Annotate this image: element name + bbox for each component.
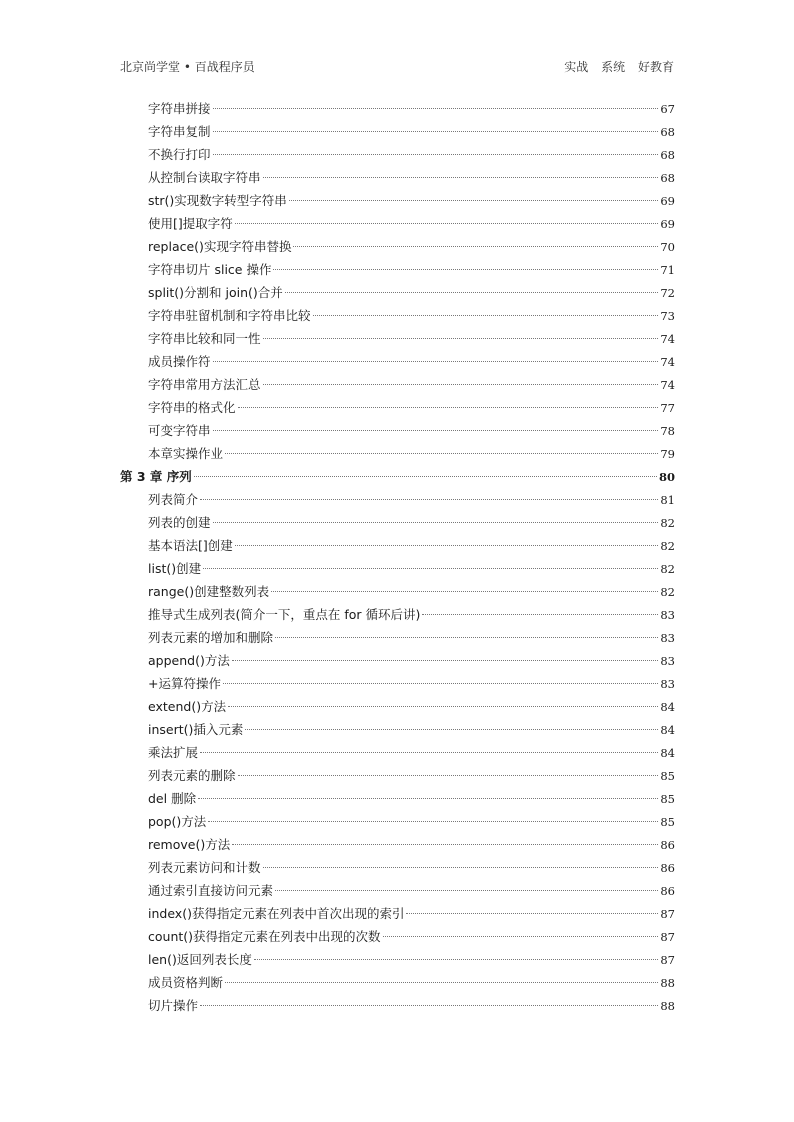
dot-leader <box>245 729 658 730</box>
toc-entry-page-number: 68 <box>660 171 675 185</box>
toc-entry-title: 通过索引直接访问元素 <box>148 883 274 898</box>
dot-leader <box>235 223 659 224</box>
dot-leader <box>203 568 658 569</box>
toc-section-entry[interactable] <box>120 120 675 143</box>
toc-entry-page-number: 83 <box>660 631 675 645</box>
toc-entry-page-number: 82 <box>660 562 675 576</box>
toc-entry-title: 可变字符串 <box>148 423 211 438</box>
toc-entry-title: remove()方法 <box>148 837 231 852</box>
toc-section-entry[interactable] <box>120 511 675 534</box>
toc-entry-title: split()分割和 join()合并 <box>148 285 283 300</box>
toc-entry-page-number: 83 <box>660 654 675 668</box>
toc-section-entry[interactable] <box>120 718 675 741</box>
header-slogan-word: 实战 <box>564 60 589 74</box>
header-slogan <box>564 58 674 75</box>
toc-entry-title: insert()插入元素 <box>148 722 244 737</box>
dot-leader <box>285 292 659 293</box>
toc-entry-title: 不换行打印 <box>148 147 211 162</box>
toc-entry-page-number: 85 <box>660 769 675 783</box>
dot-leader <box>263 384 659 385</box>
toc-entry-page-number: 88 <box>660 999 675 1013</box>
toc-entry-page-number: 67 <box>660 102 675 116</box>
toc-entry-page-number: 73 <box>660 309 675 323</box>
toc-entry-page-number: 84 <box>660 746 675 760</box>
toc-entry-page-number: 85 <box>660 792 675 806</box>
toc-entry-title: str()实现数字转型字符串 <box>148 193 287 208</box>
toc-entry-title: 本章实操作业 <box>148 446 224 461</box>
table-of-contents <box>120 97 675 1017</box>
toc-entry-page-number: 77 <box>660 401 675 415</box>
toc-entry-title: 字符串复制 <box>148 124 211 139</box>
toc-section-entry[interactable] <box>120 603 675 626</box>
toc-entry-title: 字符串的格式化 <box>148 400 236 415</box>
toc-section-entry[interactable] <box>120 879 675 902</box>
toc-section-entry[interactable] <box>120 833 675 856</box>
toc-section-entry[interactable] <box>120 994 675 1017</box>
toc-entry-title: 列表的创建 <box>148 515 211 530</box>
toc-entry-page-number: 86 <box>660 861 675 875</box>
dot-leader <box>263 867 659 868</box>
toc-entry-title: 列表元素的增加和删除 <box>148 630 274 645</box>
toc-entry-page-number: 82 <box>660 516 675 530</box>
toc-entry-title: len()返回列表长度 <box>148 952 252 967</box>
toc-entry-page-number: 70 <box>660 240 675 254</box>
toc-entry-title: 字符串驻留机制和字符串比较 <box>148 308 311 323</box>
toc-section-entry[interactable] <box>120 971 675 994</box>
dot-leader <box>200 752 658 753</box>
toc-section-entry[interactable] <box>120 695 675 718</box>
toc-entry-page-number: 79 <box>660 447 675 461</box>
dot-leader <box>271 591 658 592</box>
toc-section-entry[interactable] <box>120 856 675 879</box>
toc-section-entry[interactable] <box>120 741 675 764</box>
toc-entry-title: 乘法扩展 <box>148 745 199 760</box>
toc-section-entry[interactable] <box>120 925 675 948</box>
toc-entry-page-number: 69 <box>660 194 675 208</box>
toc-entry-title: 字符串常用方法汇总 <box>148 377 261 392</box>
toc-entry-title: count()获得指定元素在列表中出现的次数 <box>148 929 381 944</box>
dot-leader <box>213 131 659 132</box>
toc-entry-title: index()获得指定元素在列表中首次出现的索引 <box>148 906 405 921</box>
toc-section-entry[interactable] <box>120 189 675 212</box>
dot-leader <box>238 407 659 408</box>
dot-leader <box>194 476 657 477</box>
toc-entry-title: 推导式生成列表(简介一下，重点在 for 循环后讲) <box>148 607 421 622</box>
toc-entry-title: list()创建 <box>148 561 202 576</box>
dot-leader <box>225 453 658 454</box>
toc-entry-page-number: 68 <box>660 125 675 139</box>
toc-entry-page-number: 81 <box>660 493 675 507</box>
dot-leader <box>238 775 659 776</box>
toc-entry-title: 列表元素访问和计数 <box>148 860 261 875</box>
toc-section-entry[interactable] <box>120 396 675 419</box>
dot-leader <box>213 108 659 109</box>
toc-section-entry[interactable] <box>120 672 675 695</box>
toc-entry-title: del 删除 <box>148 791 197 806</box>
toc-section-entry[interactable] <box>120 350 675 373</box>
toc-entry-page-number: 86 <box>660 838 675 852</box>
toc-section-entry[interactable] <box>120 419 675 442</box>
toc-entry-title: append()方法 <box>148 653 230 668</box>
dot-leader <box>225 982 658 983</box>
toc-section-entry[interactable] <box>120 580 675 603</box>
toc-entry-title: 列表元素的删除 <box>148 768 236 783</box>
toc-entry-page-number: 84 <box>660 700 675 714</box>
header-slogan-word: 好教育 <box>637 60 674 74</box>
toc-section-entry[interactable] <box>120 764 675 787</box>
dot-leader <box>273 269 658 270</box>
dot-leader <box>232 844 658 845</box>
toc-entry-page-number: 87 <box>660 907 675 921</box>
toc-entry-page-number: 78 <box>660 424 675 438</box>
toc-section-entry[interactable] <box>120 557 675 580</box>
toc-entry-page-number: 74 <box>660 332 675 346</box>
toc-entry-title: 基本语法[]创建 <box>148 538 233 553</box>
toc-section-entry[interactable] <box>120 143 675 166</box>
dot-leader <box>254 959 659 960</box>
toc-entry-title: replace()实现字符串替换 <box>148 239 292 254</box>
toc-entry-page-number: 74 <box>660 355 675 369</box>
dot-leader <box>213 430 659 431</box>
toc-entry-title: 成员操作符 <box>148 354 211 369</box>
toc-entry-title: 从控制台读取字符串 <box>148 170 261 185</box>
toc-section-entry[interactable] <box>120 626 675 649</box>
dot-leader <box>313 315 659 316</box>
toc-entry-title: pop()方法 <box>148 814 207 829</box>
toc-section-entry[interactable] <box>120 488 675 511</box>
toc-entry-title: 成员资格判断 <box>148 975 224 990</box>
toc-section-entry[interactable] <box>120 166 675 189</box>
dot-leader <box>263 338 659 339</box>
toc-entry-page-number: 82 <box>660 539 675 553</box>
dot-leader <box>293 246 658 247</box>
toc-section-entry[interactable] <box>120 902 675 925</box>
toc-entry-page-number: 83 <box>660 677 675 691</box>
header-slogan-word: 系统 <box>601 60 626 74</box>
toc-entry-title: 切片操作 <box>148 998 199 1013</box>
toc-section-entry[interactable] <box>120 534 675 557</box>
dot-leader <box>406 913 658 914</box>
toc-section-entry[interactable] <box>120 442 675 465</box>
dot-leader <box>228 706 658 707</box>
toc-entry-title: 列表简介 <box>148 492 199 507</box>
toc-section-entry[interactable] <box>120 373 675 396</box>
toc-entry-page-number: 85 <box>660 815 675 829</box>
toc-entry-title: 使用[]提取字符 <box>148 216 233 231</box>
header-publisher: 北京尚学堂 • 百战程序员 <box>120 60 255 74</box>
toc-section-entry[interactable] <box>120 212 675 235</box>
toc-chapter-entry[interactable] <box>120 465 675 488</box>
toc-entry-page-number: 88 <box>660 976 675 990</box>
toc-entry-page-number: 83 <box>660 608 675 622</box>
page-header <box>120 58 674 76</box>
toc-section-entry[interactable] <box>120 787 675 810</box>
dot-leader <box>213 361 659 362</box>
toc-entry-page-number: 87 <box>660 953 675 967</box>
toc-entry-page-number: 80 <box>658 470 675 484</box>
dot-leader <box>275 890 658 891</box>
toc-section-entry[interactable] <box>120 304 675 327</box>
dot-leader <box>383 936 659 937</box>
dot-leader <box>289 200 659 201</box>
toc-entry-page-number: 86 <box>660 884 675 898</box>
toc-entry-title: +运算符操作 <box>148 676 221 691</box>
toc-section-entry[interactable] <box>120 258 675 281</box>
toc-section-entry[interactable] <box>120 235 675 258</box>
toc-entry-page-number: 87 <box>660 930 675 944</box>
dot-leader <box>223 683 658 684</box>
toc-entry-page-number: 69 <box>660 217 675 231</box>
toc-section-entry[interactable] <box>120 327 675 350</box>
toc-entry-page-number: 74 <box>660 378 675 392</box>
toc-entry-title: extend()方法 <box>148 699 227 714</box>
toc-entry-page-number: 72 <box>660 286 675 300</box>
toc-section-entry[interactable] <box>120 948 675 971</box>
toc-entry-title: range()创建整数列表 <box>148 584 270 599</box>
toc-section-entry[interactable] <box>120 281 675 304</box>
toc-entry-page-number: 71 <box>660 263 675 277</box>
toc-entry-page-number: 82 <box>660 585 675 599</box>
toc-entry-title: 字符串比较和同一性 <box>148 331 261 346</box>
toc-section-entry[interactable] <box>120 810 675 833</box>
dot-leader <box>422 614 658 615</box>
dot-leader <box>198 798 658 799</box>
toc-entry-title: 字符串切片 slice 操作 <box>148 262 272 277</box>
toc-entry-page-number: 84 <box>660 723 675 737</box>
dot-leader <box>232 660 659 661</box>
dot-leader <box>208 821 658 822</box>
dot-leader <box>200 499 658 500</box>
dot-leader <box>275 637 658 638</box>
dot-leader <box>213 154 659 155</box>
toc-entry-title: 第 3 章 序列 <box>120 469 192 484</box>
dot-leader <box>200 1005 658 1006</box>
toc-entry-page-number: 68 <box>660 148 675 162</box>
toc-section-entry[interactable] <box>120 649 675 672</box>
dot-leader <box>263 177 659 178</box>
dot-leader <box>235 545 659 546</box>
dot-leader <box>213 522 659 523</box>
toc-entry-title: 字符串拼接 <box>148 101 211 116</box>
toc-section-entry[interactable] <box>120 97 675 120</box>
